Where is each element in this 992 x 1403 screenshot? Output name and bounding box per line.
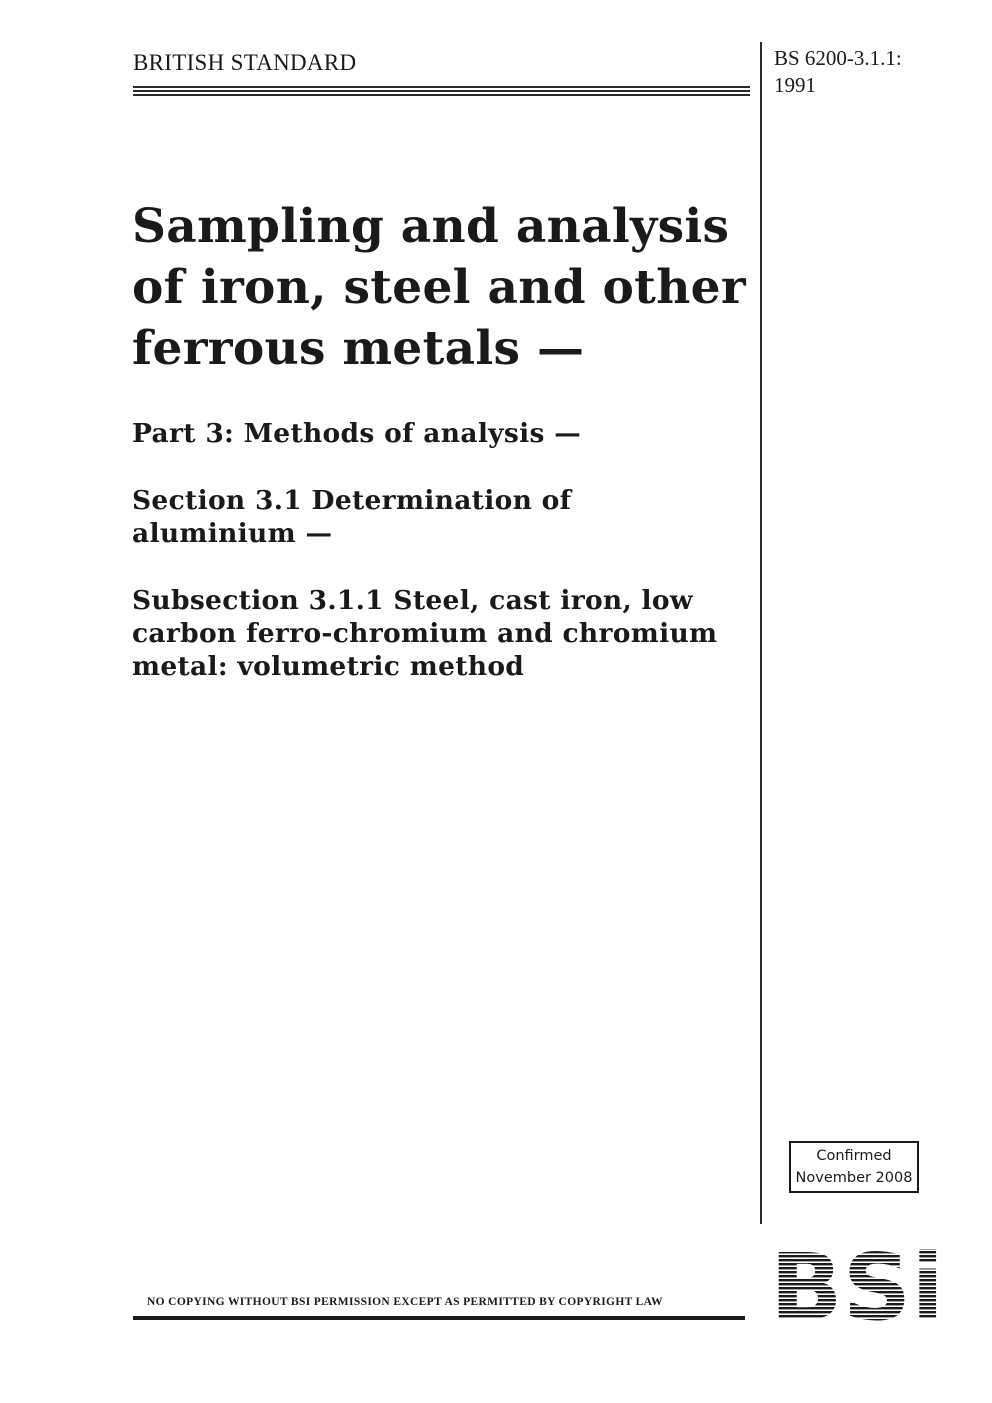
confirmed-date: November 2008	[795, 1170, 913, 1186]
subsection-line-2: carbon ferro-chromium and chromium	[132, 618, 718, 649]
subsection-line-3: metal: volumetric method	[132, 651, 525, 682]
subsection-line-1: Subsection 3.1.1 Steel, cast iron, low	[132, 585, 694, 616]
section-line-2: aluminium —	[132, 518, 333, 549]
confirmed-label: Confirmed	[816, 1148, 892, 1164]
bsi-logo-icon	[770, 1243, 946, 1323]
subsection-heading	[132, 584, 752, 683]
section-line-1: Section 3.1 Determination of	[132, 485, 572, 516]
vertical-divider	[760, 42, 762, 1224]
standard-number	[774, 45, 974, 99]
title-line-3: ferrous metals —	[132, 321, 585, 376]
standard-number-line2: 1991	[774, 73, 816, 97]
title-line-1: Sampling and analysis	[132, 199, 730, 254]
confirmed-stamp	[789, 1141, 919, 1193]
footer-rule	[133, 1316, 745, 1320]
publisher-label: BRITISH STANDARD	[133, 50, 357, 75]
copyright-notice: NO COPYING WITHOUT BSI PERMISSION EXCEPT AS PERMITTED BY COPYRIGHT LAW	[147, 1296, 663, 1308]
title-line-2: of iron, steel and other	[132, 260, 746, 315]
standard-number-line1: BS 6200-3.1.1:	[774, 46, 902, 70]
document-title	[132, 196, 752, 379]
part-heading: Part 3: Methods of analysis —	[132, 418, 582, 449]
section-heading	[132, 484, 752, 550]
header-rule	[133, 86, 750, 98]
